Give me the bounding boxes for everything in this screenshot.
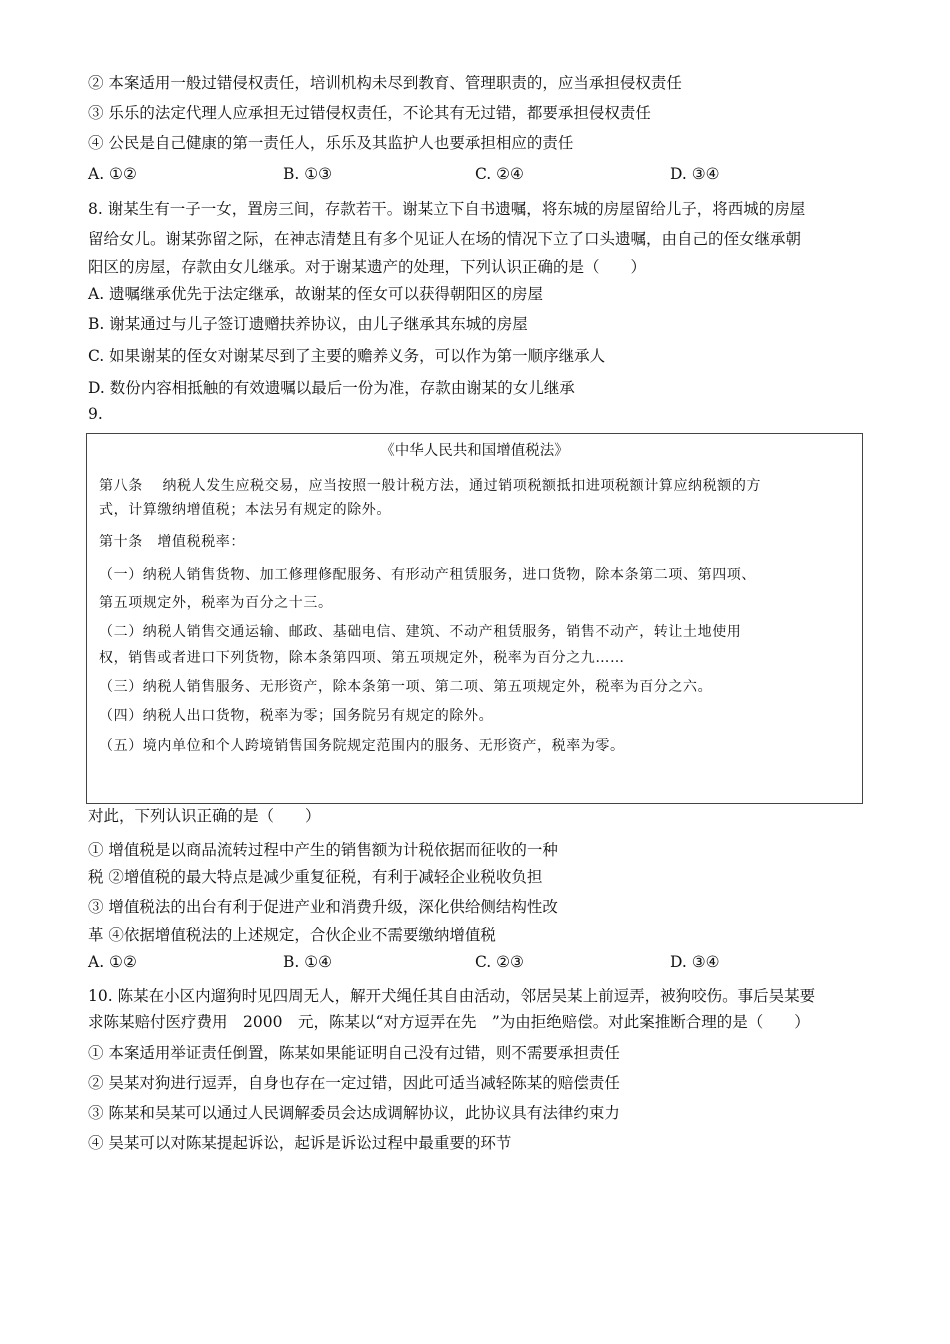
q7-statement-3: ③ 乐乐的法定代理人应承担无过错侵权责任，不论其有无过错，都要承担侵权责任 [88, 104, 651, 122]
q9-option-d: D. ③④ [670, 953, 720, 971]
q10-statement-2: ② 吴某对狗进行逗弄，自身也存在一定过错，因此可适当减轻陈某的赔偿责任 [88, 1074, 620, 1092]
q10-statement-1: ① 本案适用举证责任倒置，陈某如果能证明自己没有过错，则不需要承担责任 [88, 1044, 620, 1062]
q9-number: 9. [88, 405, 103, 423]
law-line: （二）纳税人销售交通运输、邮政、基础电信、建筑、不动产租赁服务，销售不动产，转让土地使用 [99, 624, 742, 640]
q8-option-d: D. 数份内容相抵触的有效遗嘱以最后一份为准，存款由谢某的女儿继承 [88, 379, 575, 397]
q7-options [88, 164, 868, 184]
q10-statement-3: ③ 陈某和吴某可以通过人民调解委员会达成调解协议，此协议具有法律约束力 [88, 1104, 620, 1122]
q9-option-b: B. ①④ [283, 953, 333, 971]
law-line: （四）纳税人出口货物，税率为零；国务院另有规定的除外。 [99, 708, 494, 724]
q9-option-a: A. ①② [88, 953, 137, 971]
q8-stem-line-1: 8. 谢某生有一子一女，置房三间，存款若干。谢某立下自书遗嘱，将东城的房屋留给儿子，将西城的房屋 [88, 200, 806, 218]
q7-option-d: D. ③④ [670, 165, 720, 183]
q9-statement-line-2: 税 ②增值税的最大特点是减少重复征税，有利于减轻企业税收负担 [88, 868, 543, 886]
law-line: 权，销售或者进口下列货物，除本条第四项、第五项规定外，税率为百分之九…… [99, 650, 625, 666]
q9-statement-line-1: ① 增值税是以商品流转过程中产生的销售额为计税依据而征收的一种 [88, 841, 558, 859]
law-title: 《中华人民共和国增值税法》 [380, 443, 569, 459]
law-excerpt-box [86, 433, 863, 804]
q9-option-c: C. ②③ [475, 953, 524, 971]
q8-option-c: C. 如果谢某的侄女对谢某尽到了主要的赡养义务，可以作为第一顺序继承人 [88, 347, 606, 365]
law-line: 第十条 增值税税率： [99, 534, 245, 550]
law-line: （五）境内单位和个人跨境销售国务院规定范围内的服务、无形资产，税率为零。 [99, 738, 625, 754]
law-line: 式，计算缴纳增值税；本法另有规定的除外。 [99, 502, 391, 518]
q7-option-b: B. ①③ [283, 165, 333, 183]
q9-question: 对此，下列认识正确的是（ ） [88, 807, 321, 825]
law-line: （一）纳税人销售货物、加工修理修配服务、有形动产租赁服务，进口货物，除本条第二项、第四项、 [99, 567, 756, 583]
q9-statement-line-4: 革 ④依据增值税法的上述规定，合伙企业不需要缴纳增值税 [88, 926, 496, 944]
law-line: 第八条 纳税人发生应税交易，应当按照一般计税方法，通过销项税额抵扣进项税额计算应纳税额的方 [99, 478, 762, 494]
q10-statement-4: ④ 吴某可以对陈某提起诉讼，起诉是诉讼过程中最重要的环节 [88, 1134, 512, 1152]
q7-statement-4: ④ 公民是自己健康的第一责任人，乐乐及其监护人也要承担相应的责任 [88, 134, 574, 152]
q9-statement-line-3: ③ 增值税法的出台有利于促进产业和消费升级，深化供给侧结构性改 [88, 898, 558, 916]
q10-stem-line-2: 求陈某赔付医疗费用 2000 元，陈某以“对方逗弄在先 ”为由拒绝赔偿。对此案推断合理的是（ ） [88, 1013, 810, 1031]
q7-statement-2: ② 本案适用一般过错侵权责任，培训机构未尽到教育、管理职责的，应当承担侵权责任 [88, 74, 682, 92]
q10-stem-line-1: 10. 陈某在小区内遛狗时见四周无人，解开犬绳任其自由活动，邻居吴某上前逗弄，被狗咬伤。事后吴某要 [88, 987, 816, 1005]
q7-option-c: C. ②④ [475, 165, 524, 183]
q8-option-a: A. 遗嘱继承优先于法定继承，故谢某的侄女可以获得朝阳区的房屋 [88, 285, 544, 303]
law-line: （三）纳税人销售服务、无形资产，除本条第一项、第二项、第五项规定外，税率为百分之六。 [99, 679, 713, 695]
q9-options [88, 952, 868, 972]
q8-option-b: B. 谢某通过与儿子签订遗赠扶养协议，由儿子继承其东城的房屋 [88, 315, 528, 333]
q8-stem-line-3: 阳区的房屋，存款由女儿继承。对于谢某遗产的处理，下列认识正确的是（ ） [88, 258, 647, 276]
law-line: 第五项规定外，税率为百分之十三。 [99, 595, 333, 611]
q8-stem-line-2: 留给女儿。谢某弥留之际，在神志清楚且有多个见证人在场的情况下立了口头遗嘱，由自己的侄女继承朝 [88, 230, 802, 248]
q7-option-a: A. ①② [88, 165, 137, 183]
